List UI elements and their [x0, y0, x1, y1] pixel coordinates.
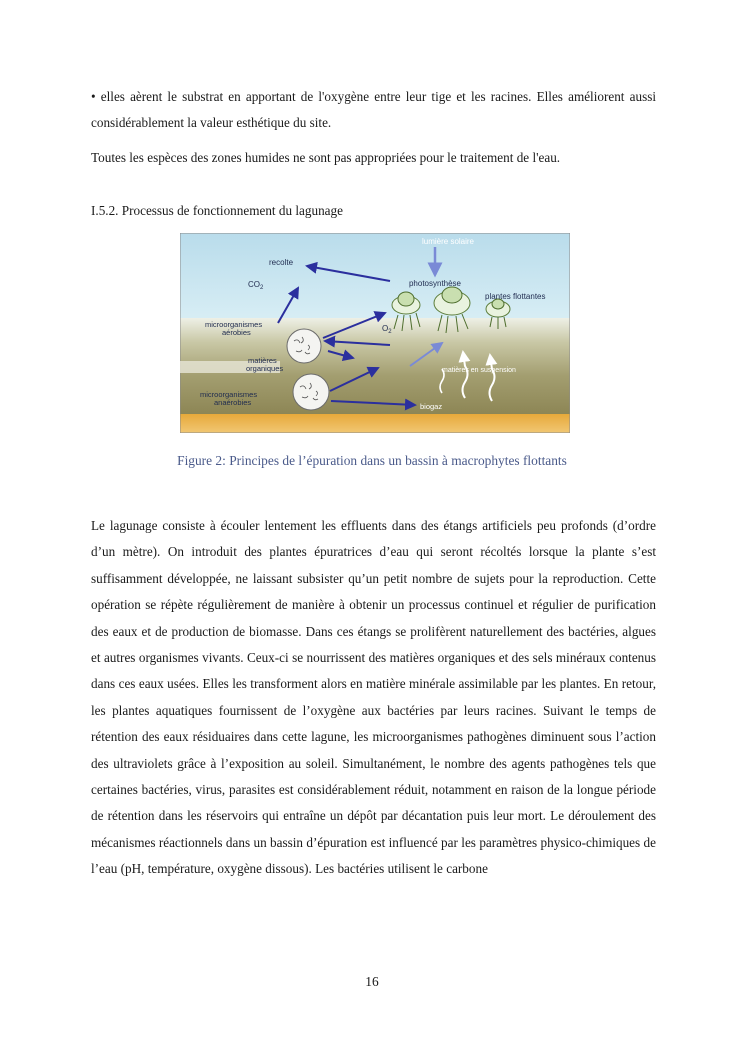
lagunage-figure	[180, 233, 570, 433]
label-matieres-suspension: matières en suspension	[442, 367, 516, 374]
label-micro-aerobies-1: microorganismes	[205, 320, 263, 329]
label-micro-aerobies-2: aérobies	[222, 328, 251, 337]
label-photosynthese: photosynthèse	[408, 279, 462, 288]
label-recolte: recolte	[269, 258, 294, 267]
label-lumiere: lumière solaire	[421, 237, 475, 246]
label-micro-anaerobies-2: anaérobies	[214, 398, 252, 407]
page-number: 16	[365, 974, 379, 989]
label-co2: $CO_2$	[248, 280, 264, 291]
figure-caption: Figure 2: Principes de l’épuration dans un bassin à macrophytes flottants	[177, 453, 567, 468]
label-biogaz: biogaz	[420, 402, 443, 411]
sky-area	[180, 233, 570, 321]
bullet-paragraph: • elles aèrent le substrat en apportant de l'oxygène entre leur tige et les racines. Elles améliorent aussi considérablement la valeur esthétique du site.	[91, 89, 656, 131]
label-o2: $O_2$	[382, 324, 392, 335]
main-paragraph: Le lagunage consiste à écouler lentement les effluents dans des étangs artificiels peu profonds (d’ordre d’un mètre). On introduit des plantes épuratrices d’eau qui seront récoltés lorsque la plante s’est suffisamment développée, ne laissant subsister qu’un petit nombre de sujets pour la reproduction. Cette opération se répète régulièrement de manière à obtenir un processus continuel et régulier de purification des eaux et de production de biomasse. Dans ces étangs se prolifèrent naturellement des bactéries, algues et autres organismes vivants. Ceux-ci se nourrissent des matières organiques et des sels minéraux contenus dans ces eaux usées. Elles les transforment alors en matière minérale assimilable par les plantes. En retour, les plantes aquatiques fournissent de l’oxygène aux bactéries par leurs racines. Suivant le temps de rétention des eaux résiduaires dans cette lagune, les microorganismes pathogènes diminuent sous l’action des ultraviolets grâce à l’exposition au soleil. Simultanément, le nombre des agents pathogènes tels que certaines bactéries, virus, parasites est considérablement réduit, notamment en raison de la longue période de rétention dans les réservoirs qui entraîne un dépôt par décantation puis leur mort. Le déroulement des mécanismes réactionnels dans un bassin d’épuration est influencé par les paramètres physico-chimiques de l’eau (pH, température, oxygène dissous). Les bactéries utilisent le carbone	[91, 518, 656, 877]
label-plantes: plantes flottantes	[485, 292, 546, 301]
anaerobic-microorganisms-cluster	[293, 374, 329, 410]
sediment-layer	[180, 414, 570, 433]
species-paragraph: Toutes les espèces des zones humides ne sont pas appropriées pour le traitement de l'eau.	[91, 150, 561, 165]
aerobic-microorganisms-cluster	[287, 329, 321, 363]
section-heading: I.5.2. Processus de fonctionnement du lagunage	[91, 203, 343, 218]
label-micro-anaerobies-1: microorganismes	[200, 390, 258, 399]
label-matieres-organiques-1: matières	[248, 356, 277, 365]
lagunage-diagram	[180, 233, 570, 433]
label-matieres-organiques-2: organiques	[246, 364, 284, 373]
